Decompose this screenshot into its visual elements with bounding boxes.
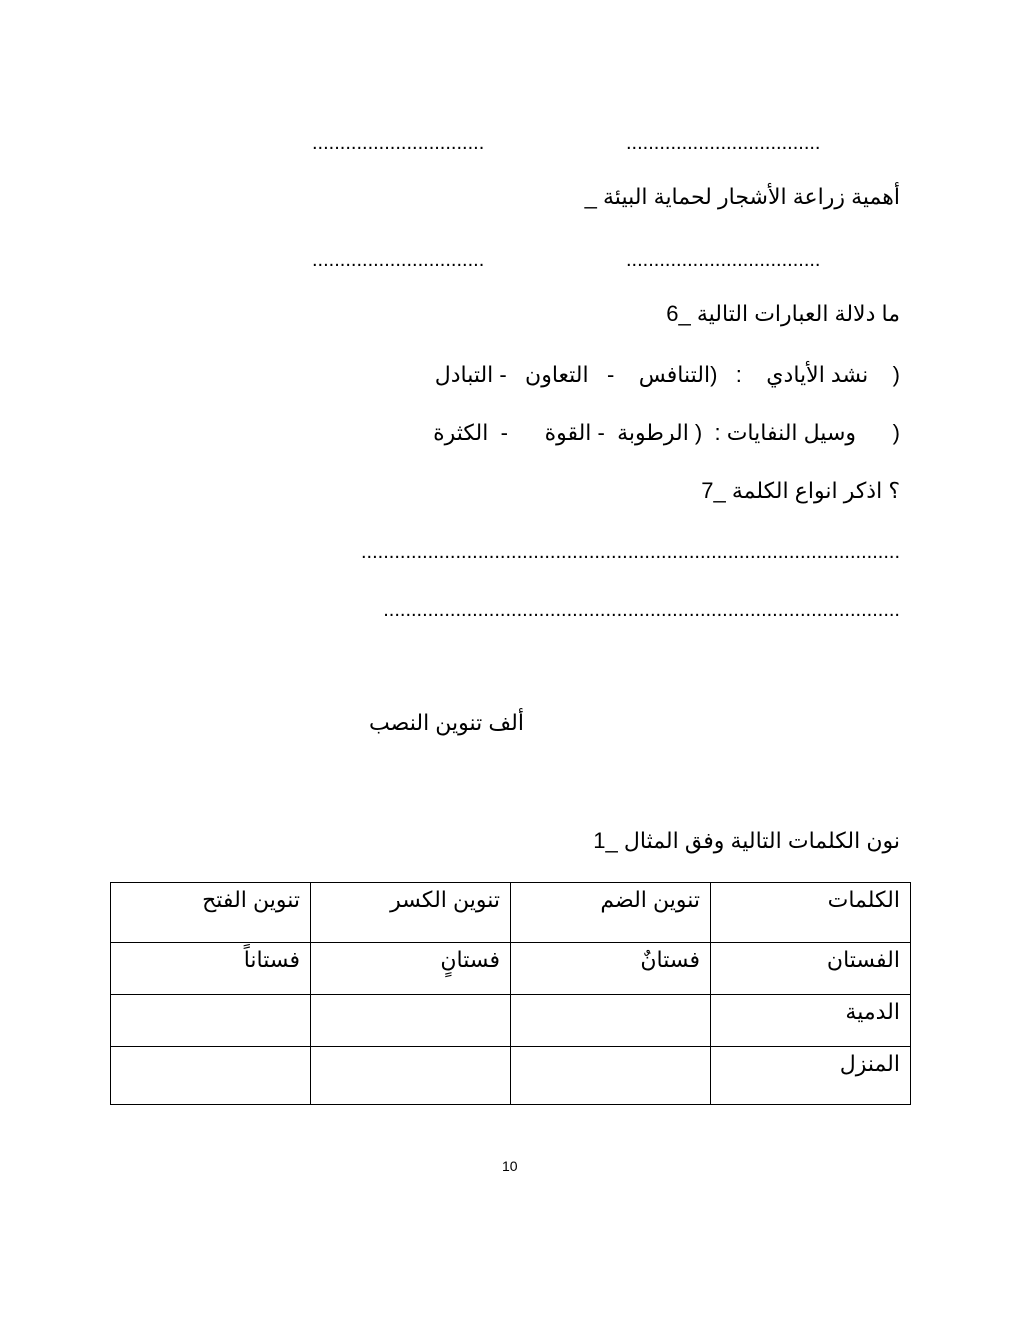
table-cell: فستانٌ <box>511 943 711 995</box>
answer-long-line-1[interactable]: ................................................................................................. <box>361 541 900 563</box>
table-answer-cell[interactable] <box>111 995 311 1047</box>
question-7-title: ؟ اذكر انواع الكلمة _7 <box>701 478 900 503</box>
table-row <box>111 943 911 995</box>
answer-line-2-right[interactable]: ................................... <box>626 249 821 271</box>
answer-line-2-left[interactable]: ............................... <box>312 249 485 271</box>
table-cell: الفستان <box>711 943 911 995</box>
exercise-1-title: نون الكلمات التالية وفق المثال _1 <box>593 828 900 853</box>
question-trees-importance: أهمية زراعة الأشجار لحماية البيئة _ <box>584 184 900 209</box>
table-cell: الدمية <box>711 995 911 1047</box>
table-header-cell: الكلمات <box>711 883 911 943</box>
answer-line-1-left[interactable]: ............................... <box>312 132 485 154</box>
answer-line-1-right[interactable]: ................................... <box>626 132 821 154</box>
section-title: ألف تنوين النصب <box>369 710 524 735</box>
table-row <box>111 1047 911 1105</box>
table-header-row <box>111 883 911 943</box>
table-answer-cell[interactable] <box>311 995 511 1047</box>
table-cell: فستانٍ <box>311 943 511 995</box>
question-6-item-2: ( وسيل النفايات : ( الرطوبة - القوة - الكثرة <box>433 420 900 445</box>
table-cell: المنزل <box>711 1047 911 1105</box>
page-number: 10 <box>502 1158 518 1174</box>
table-header-cell: تنوين الضم <box>511 883 711 943</box>
table-row <box>111 995 911 1047</box>
tanween-table <box>110 882 911 1105</box>
table-answer-cell[interactable] <box>511 1047 711 1105</box>
table-answer-cell[interactable] <box>511 995 711 1047</box>
table-answer-cell[interactable] <box>111 1047 311 1105</box>
answer-long-line-2[interactable]: ............................................................................................. <box>383 599 900 621</box>
question-6-title: ما دلالة العبارات التالية _6 <box>666 301 900 326</box>
table-cell: فستاناً <box>111 943 311 995</box>
table-answer-cell[interactable] <box>311 1047 511 1105</box>
table-header-cell: تنوين الفتح <box>111 883 311 943</box>
question-6-item-1: ( نشد الأيادي : (التنافس - التعاون - التبادل <box>434 362 900 387</box>
table-header-cell: تنوين الكسر <box>311 883 511 943</box>
